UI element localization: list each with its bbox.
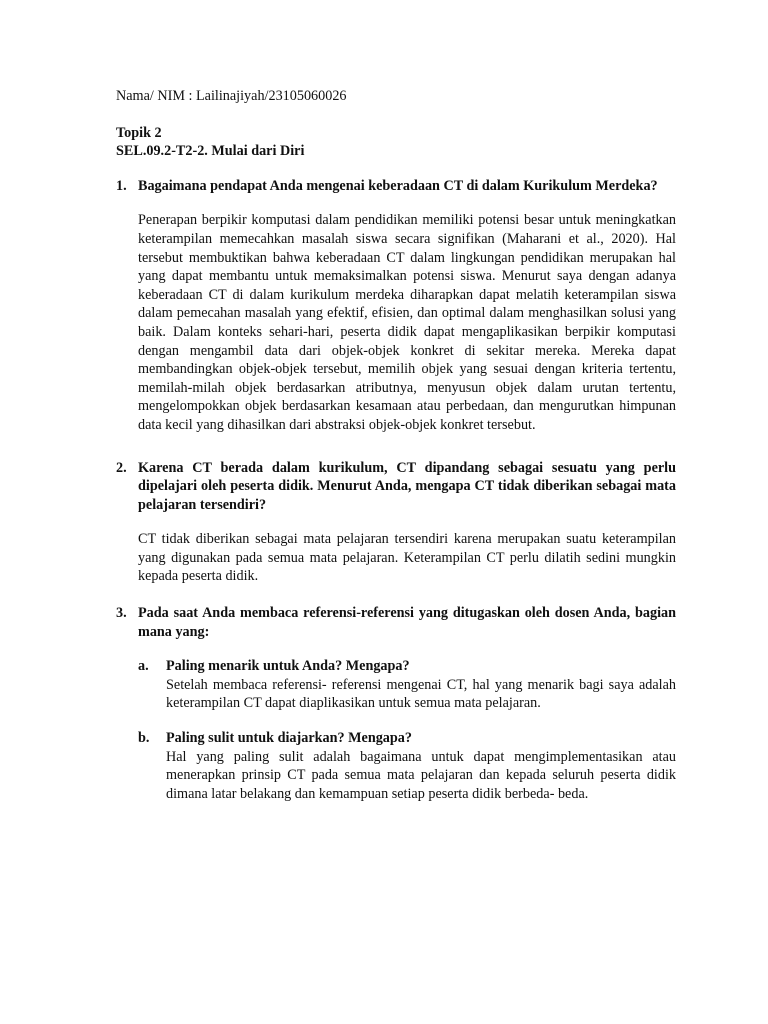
sub-answer-text: Hal yang paling sulit adalah bagaimana untuk dapat mengimplementasikan atau menerapkan prinsip CT pada semua mata pelajaran dan kepada seluruh peserta didik dimana latar belakang dan kemampuan setiap peserta didik berbeda- beda. xyxy=(166,748,676,802)
sub-question-body xyxy=(166,729,676,803)
question-text: Bagaimana pendapat Anda mengenai keberadaan CT di dalam Kurikulum Merdeka? xyxy=(138,177,658,194)
sub-question-b xyxy=(138,729,676,803)
sub-question-a xyxy=(138,657,676,713)
question-body xyxy=(138,177,676,435)
question-number: 1. xyxy=(116,177,127,194)
question-text: Pada saat Anda membaca referensi-referensi yang ditugaskan oleh dosen Anda, bagian mana yang: xyxy=(138,605,676,640)
answer-text: Penerapan berpikir komputasi dalam pendidikan memiliki potensi besar untuk meningkatkan keterampilan memecahkan masalah siswa secara signifikan (Maharani et al., 2020). Hal tersebut membuktikan bahwa keberadaan CT dalam lingkungan pendidikan merupakan hal yang dapat membantu untuk memaksimalkan potensi siswa. Menurut saya dengan adanya keberadaan CT di dalam kurikulum merdeka diharapkan dapat melatih keterampilan siswa dalam pemecahan masalah yang efektif, efisien, dan optimal dalam menghasilkan solusi yang baik. Dalam konteks sehari-hari, peserta didik dapat mengaplikasikan berpikir komputasi dengan mengambil data dari objek-objek konkret di sekitar mereka. Mereka dapat membandingkan objek-objek tersebut, memilih objek yang sesuai dengan kriteria tertentu, memilah-milah objek berdasarkan atributnya, menyusun objek dalam urutan tertentu, mengelompokkan objek berdasarkan kesamaan atau perbedaan, dan mengurutkan himpunan data kecil yang dihasilkan dari abstraksi objek-objek konkret tersebut. xyxy=(138,212,676,433)
question-1 xyxy=(116,177,676,435)
question-2 xyxy=(116,459,676,587)
sub-question-text: Paling menarik untuk Anda? Mengapa? xyxy=(166,658,410,675)
topic-title: Topik 2 xyxy=(116,124,162,141)
question-3 xyxy=(116,604,676,803)
question-body xyxy=(138,459,676,587)
sub-question-letter: a. xyxy=(138,658,149,675)
topic-block xyxy=(116,124,676,161)
question-number: 3. xyxy=(116,605,127,622)
answer-text: CT tidak diberikan sebagai mata pelajaran tersendiri karena merupakan suatu keterampilan yang digunakan pada semua mata pelajaran. Keterampilan CT perlu dilatih sedini mungkin kepada peserta didik. xyxy=(138,531,676,585)
question-body xyxy=(138,604,676,803)
sub-question-letter: b. xyxy=(138,730,150,747)
name-nim-line: Nama/ NIM : Lailinajiyah/23105060026 xyxy=(116,88,347,104)
question-number: 2. xyxy=(116,459,127,476)
sub-answer-text: Setelah membaca referensi- referensi mengenai CT, hal yang menarik bagi saya adalah keterampilan CT dapat diaplikasikan untuk semua mata pelajaran. xyxy=(166,676,676,712)
sub-question-text: Paling sulit untuk diajarkan? Mengapa? xyxy=(166,730,412,747)
topic-code: SEL.09.2-T2-2. Mulai dari Diri xyxy=(116,143,305,160)
sub-question-body xyxy=(166,657,676,713)
question-text: Karena CT berada dalam kurikulum, CT dipandang sebagai sesuatu yang perlu dipelajari oleh peserta didik. Menurut Anda, mengapa CT tidak diberikan sebagai mata pelajaran tersendiri? xyxy=(138,459,676,513)
